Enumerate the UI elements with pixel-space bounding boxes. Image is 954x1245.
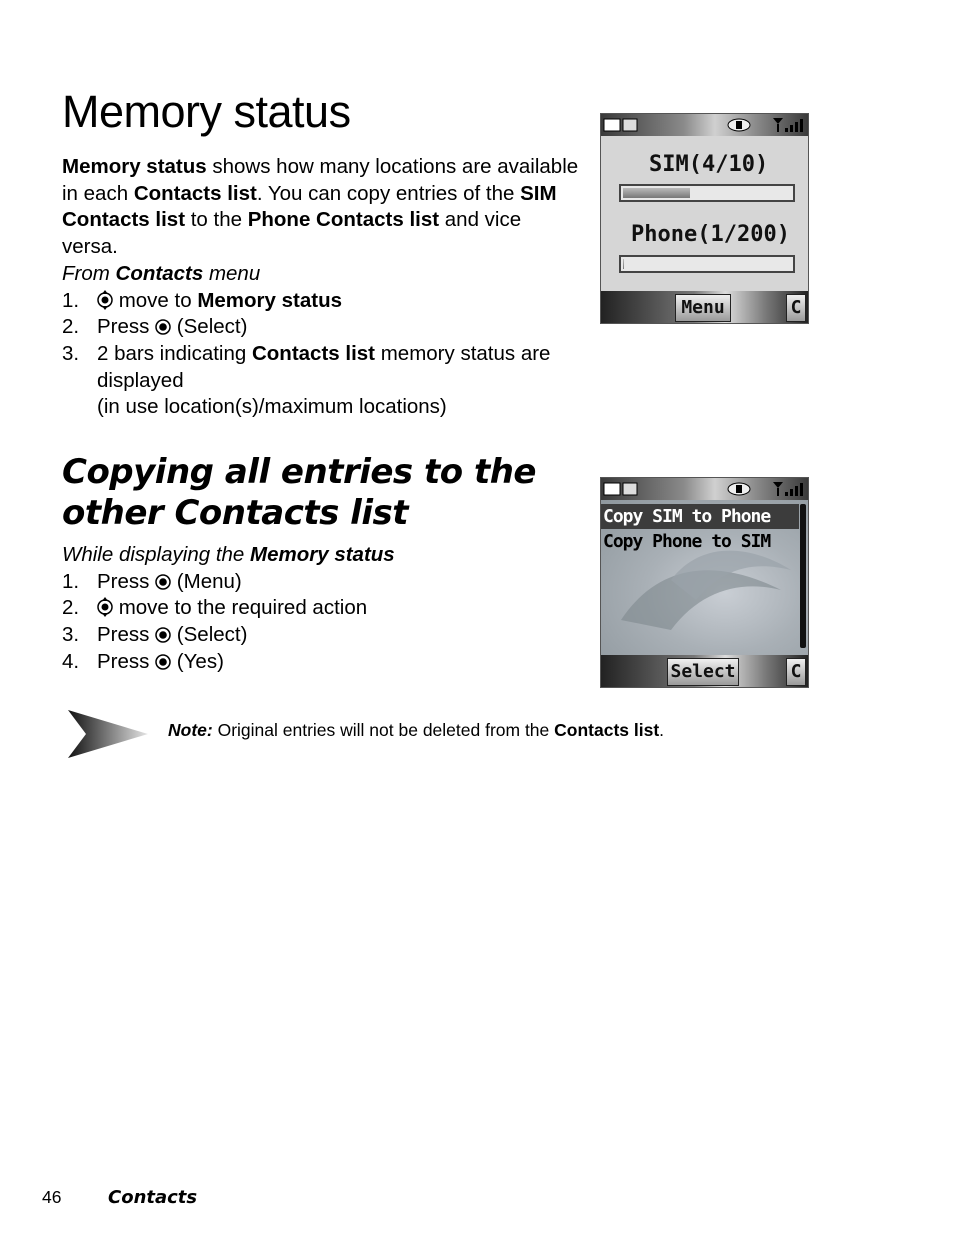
footer-section-title: Contacts	[108, 1187, 198, 1208]
phone-usage-bar	[619, 255, 795, 273]
page-title: Memory status	[62, 86, 351, 137]
status-bar	[601, 478, 808, 500]
select-key-icon	[155, 627, 171, 643]
menu-softkey[interactable]: Menu	[675, 294, 731, 322]
sim-usage-label: SIM(4/10)	[649, 152, 769, 177]
list-item: 3. 2 bars indicating Contacts list memory status are displayed (in use location(s)/maximum locations)	[62, 341, 551, 419]
sound-icon	[725, 481, 753, 497]
copy-section	[62, 542, 582, 676]
select-key-icon	[155, 654, 171, 670]
steps-list-copy	[62, 569, 582, 676]
from-menu-line: From Contacts menu	[62, 261, 261, 285]
battery-icon	[603, 117, 643, 133]
menu-item-copy-sim-to-phone[interactable]: Copy SIM to Phone	[601, 504, 799, 529]
intro-paragraph: Memory status shows how many locations are available in each Contacts list. You can copy entries of the SIM Contacts list to the Phone Contacts list and vice versa.	[62, 155, 579, 259]
status-bar	[601, 114, 808, 136]
steps-list-memory	[62, 288, 582, 422]
list-item: 2. Press (Select)	[62, 315, 248, 339]
intro-section	[62, 154, 582, 421]
select-key-icon	[155, 319, 171, 335]
note-arrow-icon	[68, 710, 148, 758]
sim-usage-bar	[619, 184, 795, 202]
battery-icon	[603, 481, 643, 497]
list-item: 4. Press (Yes)	[62, 649, 224, 673]
section-heading: Copying all entries to the other Contacts list	[62, 452, 536, 533]
copy-menu-screen	[600, 477, 809, 688]
sim-usage-fill	[623, 188, 690, 198]
clear-softkey[interactable]: C	[786, 294, 806, 322]
clear-softkey[interactable]: C	[786, 658, 806, 686]
list-item: 1. Press (Menu)	[62, 569, 242, 593]
softkey-bar	[601, 655, 808, 687]
menu-item-copy-phone-to-sim[interactable]: Copy Phone to SIM	[603, 531, 771, 552]
signal-icon	[771, 480, 807, 498]
softkey-bar	[601, 291, 808, 323]
note-text: Note: Original entries will not be deleted from the Contacts list.	[168, 720, 665, 740]
select-key-icon	[155, 574, 171, 590]
nav-key-icon	[97, 597, 113, 617]
signal-icon	[771, 116, 807, 134]
list-item: 3. Press (Select)	[62, 623, 248, 647]
nav-key-icon	[97, 290, 113, 310]
list-item: 2. move to the required action	[62, 596, 368, 620]
select-softkey[interactable]: Select	[667, 658, 739, 686]
phone-usage-label: Phone(1/200)	[631, 222, 790, 247]
phone-usage-fill	[623, 259, 624, 269]
while-displaying-line: While displaying the Memory status	[62, 543, 395, 566]
sound-icon	[725, 117, 753, 133]
memory-status-screen	[600, 113, 809, 324]
list-item: 1. move to Memory status	[62, 288, 342, 312]
page-number: 46	[42, 1187, 62, 1207]
scrollbar[interactable]	[800, 504, 806, 648]
